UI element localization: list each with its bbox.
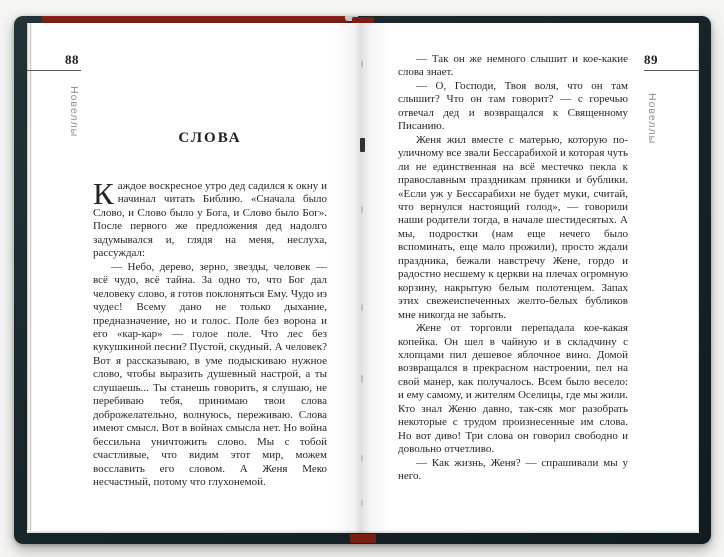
paragraph: Женя жил вместе с матерью, которую по-уличному все звали Бессарабихой и которая чуть ли не единственная на всё местечко пекла к православным праздникам пряники и бублики. «Если уж у Бессарабихи не будет муки, считай, что вернулся настоящий голод», — говорили наши родители тогда, в начале шестидесятых. А мы, подростки (нам еще нечего было вспоминать, еще мало прожили), просто ждали праздника, бежали навстречу Жене, гордо и радостно несшему к церкви на плечах огромную корзину, накрытую белым полотенцем. Запах этих свежеиспеченных желто-белых бубликов мне никогда не забыть. [398, 133, 628, 321]
paragraph [93, 176, 327, 261]
paragraph: — Так он же немного слышит и кое-какие слова знает. [398, 53, 628, 79]
gutter-mark [361, 206, 363, 213]
paragraph: — О, Господи, Твоя воля, что он там слышит? Что он там говорит? — с горечью отвечал дед и возвращался к Священному Писанию. [398, 79, 628, 133]
paragraph: Жене от торговли перепадала кое-какая копейка. Он шел в чайную и в складчину с хлопцами пил дешевое яблочное вино. Домой возвращался в прекрасном настроении, пел на свой манер, как получалось. Всем было весело: и ему самому, и жителям Оселицы, где мы жили. Кто знал Женю давно, так-сяк мог разобрать некоторые с трудом произнесенные им слова. Но вот диво! Три слова он говорил свободно и довольно отчетливо. [398, 322, 628, 456]
gutter-mark [361, 455, 363, 462]
book-cover [14, 16, 711, 544]
page-number-left: 88 [65, 52, 79, 67]
gutter-mark [361, 61, 363, 67]
chapter-title: СЛОВА [178, 130, 242, 146]
gutter-mark [361, 304, 363, 311]
running-title-right: Новеллы [646, 93, 658, 145]
running-title-left: Новеллы [68, 86, 80, 138]
gutter-mark [361, 375, 363, 383]
page-number-right: 89 [644, 52, 658, 67]
paragraph: — Как жизнь, Женя? — спрашивали мы у него. [398, 456, 628, 483]
drop-cap: К [93, 176, 114, 211]
gutter-mark [361, 500, 363, 506]
page-edge-stack-left [27, 23, 32, 533]
paragraph: — Небо, дерево, зерно, звезды, человек — всё чудо, всё тайна. За одно то, что Бог дал человеку слово, я готов поклоняться Ему. Чудо из чудес! Всему дано не только дыхание, предназначение, но и голос. Поле без ворона и его «кар-кар» — голое поле. Что лес без кукушкиной песни? Пустой, скудный. А человек? Вот я рассказываю, в уме подыскиваю нужное слово, чтобы выразить душевный настрой, а ты слушаешь... Ты станешь говорить, я слушаю, не перебиваю тебя, принимаю твои слова доброжелательно, волнуюсь, переживаю. Слова имеют смысл. Вот в войнах смысла нет. Но война бессильна уничтожить слово. Мы с тобой счастливые, что видим этот мир, можем восславить его словом. А Женя Меко несчастный, потому что глухонемой. [93, 260, 327, 488]
book-pages [27, 23, 699, 533]
header-rule-right [644, 70, 699, 71]
cover-bottom-red-spot [350, 534, 376, 543]
right-page-text [398, 53, 628, 484]
gutter-mark [360, 138, 365, 152]
paragraph-text: аждое воскресное утро дед садился к окну и начинал читать Библию. «Сначала было Слово, и Слово было у Бога, и Слово было Бог». После первого же предложения дед надолго задумывался и, глядя на меня, неслуха, рассуждал: [93, 180, 327, 260]
page-edge-right [697, 23, 699, 533]
header-rule-left [27, 70, 81, 71]
left-page-text [93, 176, 327, 489]
